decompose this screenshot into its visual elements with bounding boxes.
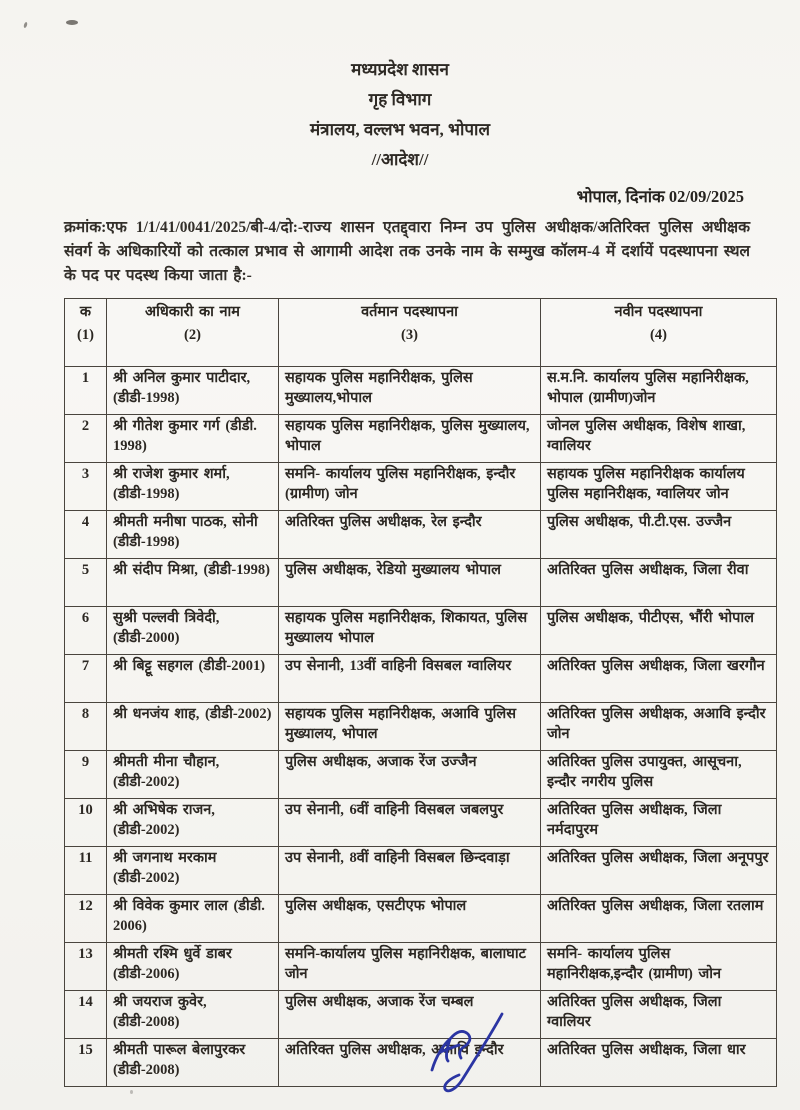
serial-number: 3 <box>65 463 107 511</box>
current-posting-cell: सहायक पुलिस महानिरीक्षक, अआवि पुलिस मुख्यालय, भोपाल <box>279 703 541 751</box>
new-posting-cell: जोनल पुलिस अधीक्षक, विशेष शाखा, ग्वालियर <box>541 415 777 463</box>
new-posting-cell: पुलिस अधीक्षक, पीटीएस, भौंरी भोपाल <box>541 607 777 655</box>
scan-speck <box>130 1090 133 1094</box>
table-row <box>65 607 777 655</box>
current-posting-cell: पुलिस अधीक्षक, अजाक रेंज चम्बल <box>279 991 541 1039</box>
new-posting-cell: पुलिस अधीक्षक, पी.टी.एस. उज्जैन <box>541 511 777 559</box>
serial-number: 15 <box>65 1039 107 1087</box>
table-row <box>65 943 777 991</box>
scan-speck <box>66 20 78 25</box>
officer-name-cell: श्री राजेश कुमार शर्मा, (डीडी-1998) <box>107 463 279 511</box>
current-posting-cell: सहायक पुलिस महानिरीक्षक, पुलिस मुख्यालय, भोपाल <box>279 415 541 463</box>
col-header-serial <box>65 299 107 367</box>
current-posting-cell: उप सेनानी, 6वीं वाहिनी विसबल जबलपुर <box>279 799 541 847</box>
serial-number: 14 <box>65 991 107 1039</box>
table-row <box>65 799 777 847</box>
col-header-officer-name <box>107 299 279 367</box>
officer-name-cell: श्री धनजंय शाह, (डीडी-2002) <box>107 703 279 751</box>
officer-name-cell: श्रीमती मीना चौहान, (डीडी-2002) <box>107 751 279 799</box>
col-header-current-posting <box>279 299 541 367</box>
table-row <box>65 703 777 751</box>
serial-number: 2 <box>65 415 107 463</box>
scan-speck <box>23 22 28 29</box>
col-header-label: अधिकारी का नाम <box>145 304 240 320</box>
table-row <box>65 415 777 463</box>
current-posting-cell: सहायक पुलिस महानिरीक्षक, पुलिस मुख्यालय,भोपाल <box>279 367 541 415</box>
table-row <box>65 895 777 943</box>
table-row <box>65 847 777 895</box>
transfer-table <box>64 298 777 1087</box>
government-name: मध्यप्रदेश शासन <box>351 60 449 79</box>
new-posting-cell: अतिरिक्त पुलिस अधीक्षक, जिला खरगौन <box>541 655 777 703</box>
current-posting-cell: पुलिस अधीक्षक, एसटीएफ भोपाल <box>279 895 541 943</box>
new-posting-cell: अतिरिक्त पुलिस अधीक्षक, जिला अनूपपुर <box>541 847 777 895</box>
officer-name-cell: श्री गीतेश कुमार गर्ग (डीडी. 1998) <box>107 415 279 463</box>
officer-name-cell: श्री संदीप मिश्रा, (डीडी-1998) <box>107 559 279 607</box>
department-name: गृह विभाग <box>368 90 432 109</box>
current-posting-cell: अतिरिक्त पुलिस अधीक्षक, रेल इन्दौर <box>279 511 541 559</box>
table-header-row <box>65 299 777 367</box>
new-posting-cell: अतिरिक्त पुलिस अधीक्षक, जिला रीवा <box>541 559 777 607</box>
new-posting-cell: सहायक पुलिस महानिरीक्षक कार्यालय पुलिस महानिरीक्षक, ग्वालियर जोन <box>541 463 777 511</box>
officer-name-cell: श्री विवेक कुमार लाल (डीडी. 2006) <box>107 895 279 943</box>
table-row <box>65 367 777 415</box>
table-row <box>65 655 777 703</box>
table-row <box>65 751 777 799</box>
current-posting-cell: समनि- कार्यालय पुलिस महानिरीक्षक, इन्दौर (ग्रामीण) जोन <box>279 463 541 511</box>
col-header-label: वर्तमान पदस्थापना <box>361 304 458 320</box>
table-row <box>65 511 777 559</box>
serial-number: 11 <box>65 847 107 895</box>
serial-number: 12 <box>65 895 107 943</box>
current-posting-cell: उप सेनानी, 13वीं वाहिनी विसबल ग्वालियर <box>279 655 541 703</box>
col-header-new-posting <box>541 299 777 367</box>
new-posting-cell: अतिरिक्त पुलिस अधीक्षक, जिला ग्वालियर <box>541 991 777 1039</box>
new-posting-cell: अतिरिक्त पुलिस अधीक्षक, जिला रतलाम <box>541 895 777 943</box>
new-posting-cell: अतिरिक्त पुलिस उपायुक्त, आसूचना, इन्दौर नगरीय पुलिस <box>541 751 777 799</box>
new-posting-cell: स.म.नि. कार्यालय पुलिस महानिरीक्षक, भोपाल (ग्रामीण)जोन <box>541 367 777 415</box>
current-posting-cell: समनि-कार्यालय पुलिस महानिरीक्षक, बालाघाट जोन <box>279 943 541 991</box>
officer-name-cell: श्रीमती मनीषा पाठक, सोनी (डीडी-1998) <box>107 511 279 559</box>
signature-ink <box>418 1012 510 1104</box>
officer-name-cell: श्रीमती पारूल बेलापुरकर (डीडी-2008) <box>107 1039 279 1087</box>
serial-number: 5 <box>65 559 107 607</box>
serial-number: 10 <box>65 799 107 847</box>
serial-number: 8 <box>65 703 107 751</box>
col-header-number: (1) <box>77 326 94 343</box>
table-row <box>65 559 777 607</box>
current-posting-cell: पुलिस अधीक्षक, अजाक रेंज उज्जैन <box>279 751 541 799</box>
col-header-number: (2) <box>184 326 201 343</box>
officer-name-cell: श्री अनिल कुमार पाटीदार, (डीडी-1998) <box>107 367 279 415</box>
officer-name-cell: श्री जयराज कुवेर, (डीडी-2008) <box>107 991 279 1039</box>
officer-name-cell: श्री अभिषेक राजन, (डीडी-2002) <box>107 799 279 847</box>
new-posting-cell: समनि- कार्यालय पुलिस महानिरीक्षक,इन्दौर (ग्रामीण) जोन <box>541 943 777 991</box>
order-intro-paragraph: क्रमांक:एफ 1/1/41/0041/2025/बी-4/दो:-राज्य शासन एतद्द्वारा निम्न उप पुलिस अधीक्षक/अतिरिक्त पुलिस अधीक्षक संवर्ग के अधिकारियों को तत्काल प्रभाव से आगामी आदेश तक उनके नाम के सम्मुख कॉलम-4 में दर्शायें पदस्थापना स्थल के पद पर पदस्थ किया जाता है:- <box>64 219 750 285</box>
office-address: मंत्रालय, वल्लभ भवन, भोपाल <box>310 120 490 139</box>
officer-name-cell: सुश्री पल्लवी त्रिवेदी, (डीडी-2000) <box>107 607 279 655</box>
officer-name-cell: श्री जगनाथ मरकाम (डीडी-2002) <box>107 847 279 895</box>
document-header <box>0 55 800 175</box>
col-header-number: (4) <box>650 326 667 343</box>
new-posting-cell: अतिरिक्त पुलिस अधीक्षक, जिला धार <box>541 1039 777 1087</box>
order-title: //आदेश// <box>371 150 429 169</box>
col-header-label: नवीन पदस्थापना <box>614 304 703 320</box>
officer-name-cell: श्रीमती रश्मि धुर्वे डाबर (डीडी-2006) <box>107 943 279 991</box>
current-posting-cell: सहायक पुलिस महानिरीक्षक, शिकायत, पुलिस मुख्यालय भोपाल <box>279 607 541 655</box>
place-and-date: भोपाल, दिनांक 02/09/2025 <box>576 187 744 206</box>
current-posting-cell: पुलिस अधीक्षक, रेडियो मुख्यालय भोपाल <box>279 559 541 607</box>
serial-number: 9 <box>65 751 107 799</box>
serial-number: 13 <box>65 943 107 991</box>
col-header-number: (3) <box>401 326 418 343</box>
col-header-label: क <box>79 304 92 320</box>
officer-name-cell: श्री बिट्टू सहगल (डीडी-2001) <box>107 655 279 703</box>
new-posting-cell: अतिरिक्त पुलिस अधीक्षक, अआवि इन्दौर जोन <box>541 703 777 751</box>
serial-number: 4 <box>65 511 107 559</box>
current-posting-cell: अतिरिक्त पुलिस अधीक्षक, अआवि इन्दौर <box>279 1039 541 1087</box>
table-row <box>65 463 777 511</box>
current-posting-cell: उप सेनानी, 8वीं वाहिनी विसबल छिन्दवाड़ा <box>279 847 541 895</box>
serial-number: 6 <box>65 607 107 655</box>
serial-number: 7 <box>65 655 107 703</box>
new-posting-cell: अतिरिक्त पुलिस अधीक्षक, जिला नर्मदापुरम <box>541 799 777 847</box>
serial-number: 1 <box>65 367 107 415</box>
